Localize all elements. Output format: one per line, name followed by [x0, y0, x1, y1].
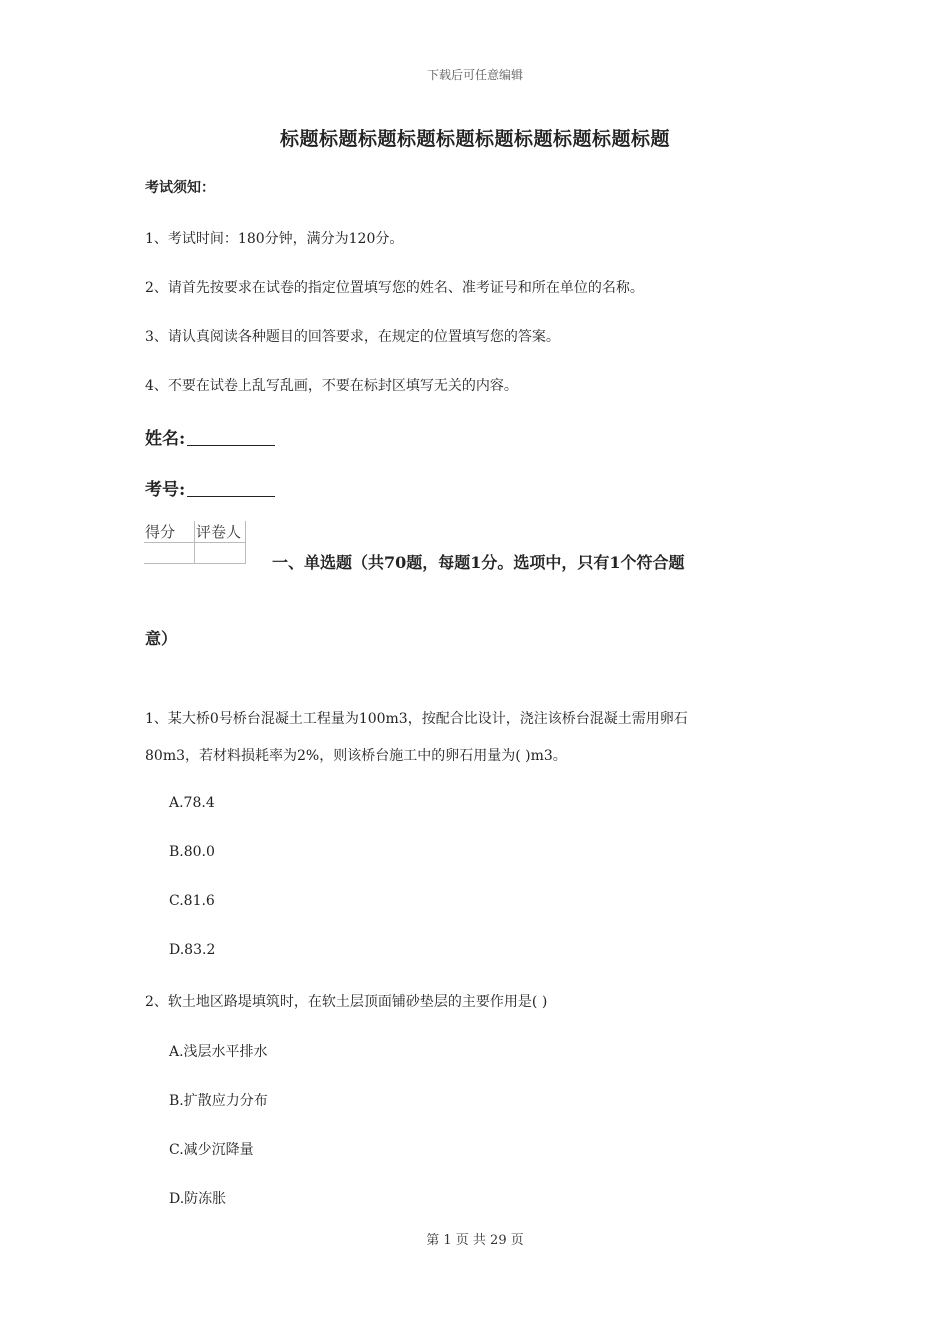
section-heading: 一、单选题（共70题，每题1分。选项中，只有1个符合题: [272, 553, 685, 572]
option-a[interactable]: A.浅层水平排水: [169, 1044, 268, 1060]
option-b[interactable]: B.80.0: [169, 844, 215, 860]
question-text: 80m3，若材料损耗率为2%，则该桥台施工中的卵石用量为( )m3。: [145, 748, 567, 764]
score-cell[interactable]: [144, 543, 195, 564]
notice-item: 2、请首先按要求在试卷的指定位置填写您的姓名、准考证号和所在单位的名称。: [145, 280, 644, 296]
score-table: [144, 521, 246, 564]
name-label: 姓名:: [145, 429, 186, 449]
name-blank[interactable]: [187, 429, 275, 446]
grader-cell[interactable]: [195, 543, 246, 564]
exam-id-field: [145, 475, 275, 500]
exam-id-blank[interactable]: [187, 480, 275, 497]
name-field: [145, 424, 275, 449]
header-note: 下载后可任意编辑: [426, 68, 523, 82]
question-text: 2、软土地区路堤填筑时，在软土层顶面铺砂垫层的主要作用是( ): [145, 994, 548, 1010]
option-d[interactable]: D.83.2: [169, 942, 216, 958]
option-d[interactable]: D.防冻胀: [169, 1191, 227, 1207]
page-title: 标题标题标题标题标题标题标题标题标题标题: [279, 128, 670, 150]
section-heading-cont: 意）: [145, 629, 178, 648]
notice-item: 4、不要在试卷上乱写乱画，不要在标封区填写无关的内容。: [145, 378, 518, 394]
page-footer: 第 1 页 共 29 页: [426, 1233, 524, 1248]
question-text: 1、某大桥0号桥台混凝土工程量为100m3，按配合比设计，浇注该桥台混凝土需用卵石: [145, 711, 688, 727]
option-a[interactable]: A.78.4: [169, 795, 215, 811]
option-c[interactable]: C.减少沉降量: [169, 1142, 254, 1158]
notice-item: 3、请认真阅读各种题目的回答要求，在规定的位置填写您的答案。: [145, 329, 560, 345]
score-header: 得分: [144, 521, 195, 543]
option-b[interactable]: B.扩散应力分布: [169, 1093, 268, 1109]
notice-item: 1、考试时间：180分钟，满分为120分。: [145, 231, 404, 247]
grader-header: 评卷人: [195, 521, 246, 543]
notice-heading: 考试须知：: [145, 180, 215, 196]
exam-id-label: 考号:: [145, 480, 186, 500]
option-c[interactable]: C.81.6: [169, 893, 215, 909]
